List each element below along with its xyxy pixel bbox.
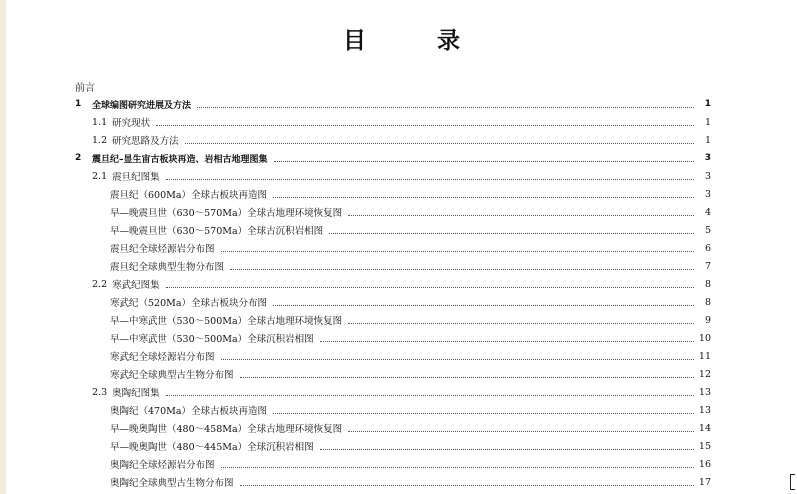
- toc-page-number: 1: [704, 116, 711, 128]
- toc-entry[interactable]: [6, 239, 797, 257]
- toc-entry[interactable]: [6, 203, 797, 221]
- toc-page-number: 8: [704, 278, 711, 290]
- toc-page-number: 8: [704, 296, 711, 308]
- toc-entry-title: 早—晚震旦世（630～570Ma）全球古沉积岩相图: [110, 226, 324, 237]
- toc-entry[interactable]: [6, 401, 797, 419]
- toc-dot-leader: [240, 477, 694, 486]
- toc-entry[interactable]: [6, 95, 797, 113]
- toc-entry-number: 2.3: [92, 386, 108, 398]
- toc-entry-title: 震旦纪图集: [112, 172, 160, 183]
- toc-entry-title: 震旦纪全球典型生物分布图: [110, 262, 225, 273]
- toc-entry-number: 2.1: [92, 170, 108, 182]
- toc-entry[interactable]: [6, 473, 797, 491]
- toc-page-number: 13: [698, 386, 711, 398]
- toc-entry[interactable]: [6, 311, 797, 329]
- toc-entry[interactable]: [6, 167, 797, 185]
- toc-entry-title: 研究现状: [112, 118, 151, 129]
- toc-entry-title: 奥陶纪（470Ma）全球古板块再造图: [110, 406, 268, 417]
- toc-entry[interactable]: [6, 221, 797, 239]
- toc-entry-number: 1.2: [92, 134, 108, 146]
- toc-dot-leader: [166, 171, 694, 180]
- toc-dot-leader: [273, 405, 694, 414]
- toc-entry-title: 寒武纪全球烃源岩分布图: [110, 352, 215, 363]
- toc-dot-leader: [274, 153, 694, 162]
- toc-dot-leader: [230, 261, 694, 270]
- document-page: [6, 0, 797, 494]
- toc-entry[interactable]: [6, 365, 797, 383]
- toc-page-number: 6: [704, 242, 711, 254]
- toc-entry-title: 早—中寒武世（530～500Ma）全球古地理环境恢复图: [110, 316, 343, 327]
- toc-entry-number: 2: [75, 153, 82, 163]
- toc-page-number: 5: [704, 224, 711, 236]
- toc-dot-leader: [240, 369, 694, 378]
- toc-page-number: 12: [698, 368, 711, 380]
- toc-entry[interactable]: [6, 113, 797, 131]
- toc-dot-leader: [197, 99, 694, 108]
- toc-entry-title: 震旦纪全球烃源岩分布图: [110, 244, 215, 255]
- toc-page-number: 15: [698, 440, 711, 452]
- toc-entry-title: 早—晚震旦世（630～570Ma）全球古地理环境恢复图: [110, 208, 343, 219]
- toc-entry-number: 1: [75, 99, 82, 109]
- toc-entry-title: 寒武纪（520Ma）全球古板块分布图: [110, 298, 268, 309]
- toc-entry[interactable]: [6, 185, 797, 203]
- toc-entry-title: 早—中寒武世（530～500Ma）全球沉积岩相图: [110, 334, 314, 345]
- toc-entry-title: 寒武纪图集: [112, 280, 160, 291]
- toc-page-number: 3: [704, 153, 711, 163]
- toc-page-number: 3: [704, 170, 711, 182]
- toc-page-number: 1: [704, 99, 711, 109]
- toc-entry[interactable]: [6, 275, 797, 293]
- toc-entry-title: 奥陶纪全球典型古生物分布图: [110, 478, 234, 489]
- toc-dot-leader: [348, 207, 694, 216]
- toc-entry-title: 早—晚奥陶世（480～445Ma）全球沉积岩相图: [110, 442, 314, 453]
- toc-entry[interactable]: [6, 257, 797, 275]
- toc-dot-leader: [320, 333, 694, 342]
- toc-dot-leader: [221, 243, 694, 252]
- toc-page-number: 10: [698, 332, 711, 344]
- toc-page-number: 13: [698, 404, 711, 416]
- toc-dot-leader: [348, 423, 694, 432]
- toc-entry-title: 震旦纪（600Ma）全球古板块再造图: [110, 190, 268, 201]
- table-of-contents: [6, 95, 797, 491]
- toc-dot-leader: [320, 441, 694, 450]
- toc-page-number: 1: [704, 134, 711, 146]
- toc-entry-title: 早—晚奥陶世（480～458Ma）全球古地理环境恢复图: [110, 424, 343, 435]
- toc-page-number: 14: [698, 422, 711, 434]
- toc-title: 目 录: [343, 27, 484, 54]
- toc-preface-link[interactable]: 前言: [75, 83, 95, 94]
- toc-dot-leader: [221, 351, 694, 360]
- toc-dot-leader: [185, 135, 694, 144]
- toc-entry-number: 1.1: [92, 116, 108, 128]
- toc-dot-leader: [221, 459, 694, 468]
- toc-entry-title: 寒武纪全球典型古生物分布图: [110, 370, 234, 381]
- toc-page-number: 7: [704, 260, 711, 272]
- text-cursor-icon: [790, 474, 795, 490]
- toc-dot-leader: [166, 387, 694, 396]
- toc-entry[interactable]: [6, 455, 797, 473]
- toc-entry[interactable]: [6, 419, 797, 437]
- toc-entry[interactable]: [6, 131, 797, 149]
- toc-dot-leader: [166, 279, 694, 288]
- toc-entry-title: 震旦纪–显生宙古板块再造、岩相古地理图集: [92, 154, 268, 165]
- toc-dot-leader: [348, 315, 694, 324]
- toc-entry-title: 全球编图研究进展及方法: [92, 100, 192, 111]
- toc-page-number: 17: [698, 476, 711, 488]
- toc-page-number: 16: [698, 458, 711, 470]
- toc-dot-leader: [156, 117, 694, 126]
- toc-entry-title: 研究思路及方法: [112, 136, 179, 147]
- toc-page-number: 3: [704, 188, 711, 200]
- toc-page-number: 4: [704, 206, 711, 218]
- toc-dot-leader: [273, 189, 694, 198]
- toc-entry[interactable]: [6, 293, 797, 311]
- toc-entry-title: 奥陶纪图集: [112, 388, 160, 399]
- toc-entry[interactable]: [6, 347, 797, 365]
- toc-dot-leader: [329, 225, 694, 234]
- toc-entry-title: 奥陶纪全球烃源岩分布图: [110, 460, 215, 471]
- toc-entry[interactable]: [6, 329, 797, 347]
- toc-entry-number: 2.2: [92, 278, 108, 290]
- toc-page-number: 9: [704, 314, 711, 326]
- toc-entry[interactable]: [6, 437, 797, 455]
- toc-entry[interactable]: [6, 383, 797, 401]
- toc-dot-leader: [273, 297, 694, 306]
- toc-page-number: 11: [698, 350, 711, 362]
- toc-entry[interactable]: [6, 149, 797, 167]
